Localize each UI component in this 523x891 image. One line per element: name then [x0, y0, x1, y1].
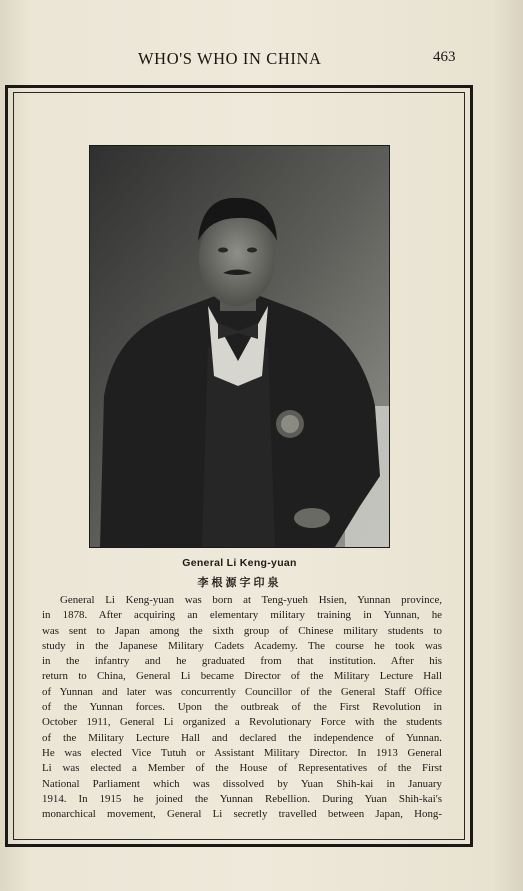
portrait-caption: General Li Keng-yuan: [182, 557, 297, 569]
running-head: [0, 49, 523, 71]
portrait-figure: [90, 146, 389, 547]
page-number: 463: [433, 49, 456, 65]
bio-line: monarchical movement, General Li secretly travelled between Japan, Hong-: [42, 808, 442, 821]
book-title: WHO'S WHO IN CHINA: [138, 49, 322, 68]
portrait-photo: [89, 145, 390, 548]
bio-line: return to China, General Li became Director of the Military Lecture Hall: [42, 670, 442, 683]
bio-line: Li was elected a Member of the House of Representatives of the First: [42, 762, 442, 775]
bio-line: He was elected Vice Tutuh or Assistant Military Director. In 1913 General: [42, 746, 442, 759]
bio-line: was sent to Japan among the sixth group of Chinese military students to: [42, 624, 442, 637]
bio-line: of the Yunnan forces. Upon the outbreak of the First Revolution in: [42, 701, 442, 714]
bio-line: October 1911, General Li organized a Revolutionary Force with the students: [42, 716, 442, 729]
bio-line: in 1878. After acquiring an elementary military training in Yunnan, he: [42, 609, 442, 622]
bio-line: of Yunnan and later was concurrently Councillor of the General Staff Office: [42, 685, 442, 698]
bio-line: National Parliament which was dissolved by Yuan Shih-kai in January: [42, 777, 442, 790]
bio-line: in the infantry and he graduated from that institution. After his: [42, 655, 442, 668]
bio-line: of the Military Lecture Hall and declared the independence of Yunnan.: [42, 731, 442, 744]
biography-text: [42, 593, 442, 822]
portrait-caption-chinese: 李根源字印泉: [197, 576, 282, 589]
bio-line: 1914. In 1915 he joined the Yunnan Rebellion. During Yuan Shih-kai's: [42, 792, 442, 805]
bio-line: General Li Keng-yuan was born at Teng-yueh Hsien, Yunnan province,: [60, 594, 442, 606]
bio-line: study in the Japanese Military Cadets Academy. The course he took was: [42, 639, 442, 652]
